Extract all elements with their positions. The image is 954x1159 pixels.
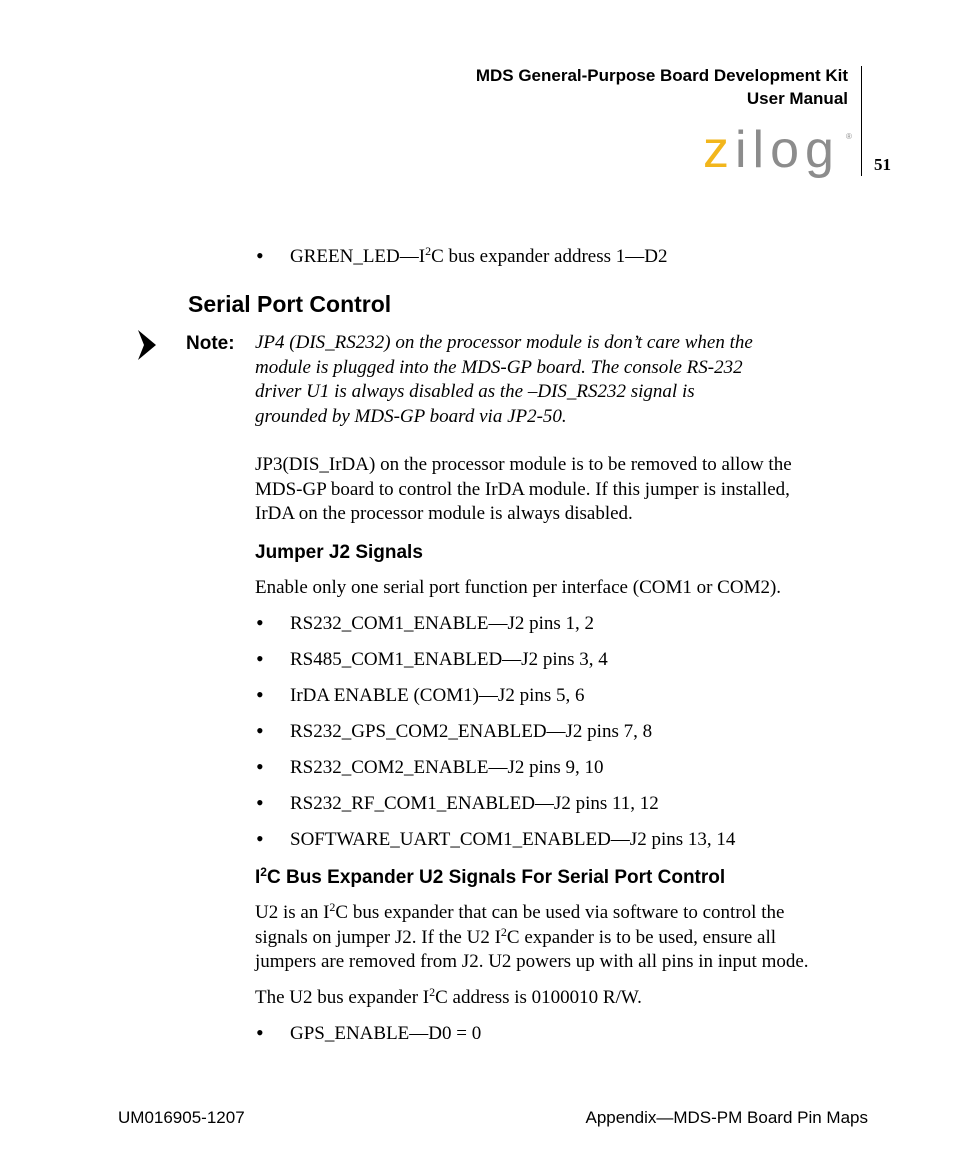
- note-line: JP4 (DIS_RS232) on the processor module is don’t care when the: [255, 332, 753, 353]
- paragraph-line: U2 is an $I^2C$ bus expander that can be used via software to control the: [255, 900, 785, 923]
- list-item: SOFTWARE_UART_COM1_ENABLED—J2 pins 13, 14: [290, 829, 736, 850]
- i2c-heading: $I^2C$ Bus Expander U2 Signals For Serial Port Control: [255, 865, 726, 888]
- svg-text:zilog: zilog: [703, 121, 840, 179]
- bullet-icon: •: [256, 790, 264, 815]
- bullet-icon: •: [256, 826, 264, 851]
- list-item: GPS_ENABLE—D0 = 0: [290, 1023, 482, 1044]
- section-title: Serial Port Control: [188, 291, 392, 317]
- bullet-icon: •: [256, 754, 264, 779]
- irda-paragraph: [255, 453, 792, 527]
- list-item: RS232_COM1_ENABLE—J2 pins 1, 2: [290, 613, 595, 634]
- list-item: IrDA ENABLE (COM1)—J2 pins 5, 6: [290, 685, 585, 706]
- paragraph-line: JP3(DIS_IrDA) on the processor module is to be removed to allow the: [255, 454, 792, 475]
- bullet-icon: •: [256, 243, 264, 268]
- note-arrow-icon: [138, 330, 156, 360]
- paragraph-line: jumpers are removed from J2. U2 powers up with all pins in input mode.: [255, 951, 809, 972]
- note-line: module is plugged into the MDS-GP board. The console RS-232: [255, 356, 743, 378]
- zilog-logo: [703, 120, 853, 180]
- running-header: [476, 64, 848, 110]
- list-item: $GREEN\_LED—I^2C$ bus expander address 1—D2: [290, 244, 668, 267]
- list-item: RS485_COM1_ENABLED—J2 pins 3, 4: [290, 649, 608, 670]
- list-item: RS232_RF_COM1_ENABLED—J2 pins 11, 12: [290, 793, 659, 814]
- bullet-icon: •: [256, 646, 264, 671]
- note-line: grounded by MDS-GP board via JP2-50.: [255, 405, 567, 427]
- list-item: RS232_COM2_ENABLE—J2 pins 9, 10: [290, 757, 604, 778]
- paragraph-line: IrDA on the processor module is always disabled.: [255, 503, 633, 524]
- jumper-heading: Jumper J2 Signals: [255, 542, 423, 563]
- footer-doc-id: UM016905-1207: [118, 1108, 245, 1127]
- list-item: RS232_GPS_COM2_ENABLED—J2 pins 7, 8: [290, 721, 653, 742]
- i2c-paragraph: [255, 901, 809, 975]
- jumper-intro: Enable only one serial port function per interface (COM1 or COM2).: [255, 577, 782, 598]
- note-line: driver U1 is always disabled as the –DIS_RS232 signal is: [255, 381, 695, 402]
- bullet-icon: •: [256, 610, 264, 635]
- paragraph-line: MDS-GP board to control the IrDA module. If this jumper is installed,: [255, 478, 790, 500]
- paragraph-line: signals on jumper J2. If the U2 $I^2C$ expander is to be used, ensure all: [255, 924, 776, 948]
- bullet-icon: •: [256, 1020, 264, 1045]
- footer-section-title: Appendix—MDS-PM Board Pin Maps: [585, 1108, 868, 1127]
- svg-text:®: ®: [846, 132, 852, 141]
- bullet-icon: •: [256, 682, 264, 707]
- header-title-line2: User Manual: [746, 89, 848, 108]
- header-title-line1: MDS General-Purpose Board Development Kit: [475, 66, 848, 85]
- logo-accent-letter: z: [703, 121, 735, 179]
- bullet-icon: •: [256, 718, 264, 743]
- header-divider: [861, 66, 862, 176]
- i2c-address-paragraph: The U2 bus expander $I^2C$ address is 0100010 R/W.: [255, 985, 642, 1008]
- page-number: 51: [874, 155, 891, 174]
- note-label: Note:: [186, 333, 235, 354]
- note-text: [255, 331, 753, 429]
